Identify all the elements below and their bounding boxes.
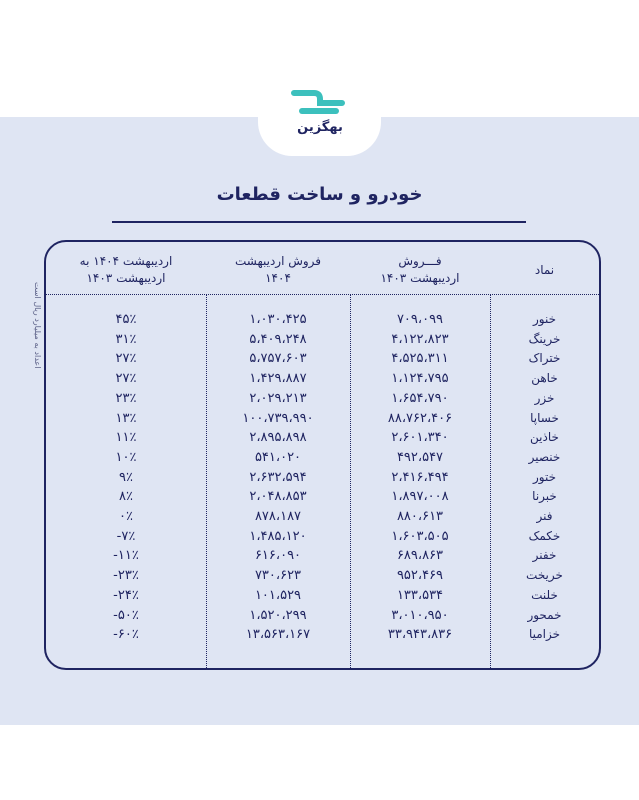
cell-symbol: خاهن [531,371,558,386]
cell-symbol: خبرنا [532,489,557,504]
cell-sales-1403: ۲،۶۰۱،۳۴۰ [391,430,449,446]
cell-change: -۲۳٪ [113,568,139,584]
cell-change: ۴۵٪ [115,312,137,327]
cell-symbol: خریخت [526,568,563,583]
table-row [46,409,599,429]
cell-symbol: فنر [536,509,553,523]
table-row [46,369,599,389]
cell-symbol: خلنت [531,587,558,602]
cell-sales-1404: ۱،۴۸۵،۱۲۰ [249,528,307,544]
cell-sales-1404: ۵،۴۰۹،۲۴۸ [249,331,307,347]
cell-sales-1403: ۲،۴۱۶،۴۹۴ [391,469,449,485]
page-title: خودرو و ساخت قطعات [216,184,423,205]
header-sales-1404: فروش اردیبهشت ۱۴۰۴ [234,254,322,285]
cell-sales-1403: ۸۸۰،۶۱۳ [396,509,444,524]
cell-sales-1404: ۵۴۱،۰۲۰ [254,449,302,465]
cell-sales-1404: ۲،۶۳۲،۵۹۴ [249,469,307,485]
cell-change: ۱۳٪ [115,410,137,426]
brand-logo [272,90,368,146]
cell-symbol: ختور [532,469,557,484]
cell-change: -۵۰٪ [113,607,139,623]
table-row [46,330,599,350]
cell-symbol: خرینگ [528,331,561,346]
cell-sales-1404: ۶۱۶،۰۹۰ [254,548,302,564]
cell-sales-1403: ۱،۸۹۷،۰۰۸ [391,489,449,505]
cell-sales-1404: ۱،۵۲۰،۲۹۹ [249,607,307,623]
cell-change: ۸٪ [119,489,133,505]
cell-change: -۷٪ [116,528,136,544]
cell-change: ۹٪ [119,469,133,485]
cell-sales-1403: ۴۹۲،۵۴۷ [396,449,444,465]
table-row [46,625,599,645]
cell-change: ۳۱٪ [115,331,137,347]
cell-change: -۶۰٪ [113,627,139,643]
cell-sales-1403: ۷۰۹،۰۹۹ [396,312,444,327]
cell-sales-1404: ۲،۸۹۵،۸۹۸ [249,430,307,446]
table-row [46,546,599,566]
table-row [46,468,599,488]
cell-symbol: خنصیر [528,449,561,464]
cell-change: ۲۳٪ [115,390,137,406]
table-row [46,487,599,507]
table-row [46,606,599,626]
cell-sales-1403: ۱،۱۲۴،۷۹۵ [391,371,449,387]
table-row [46,527,599,547]
cell-sales-1404: ۲،۰۴۸،۸۵۳ [249,489,307,505]
cell-sales-1403: ۳،۰۱۰،۹۵۰ [391,607,449,623]
cell-sales-1403: ۱،۶۰۳،۵۰۵ [391,528,449,544]
cell-sales-1404: ۱۰۱،۵۲۹ [254,587,302,603]
cell-sales-1403: ۴،۱۲۲،۸۲۳ [391,331,449,347]
cell-sales-1404: ۷۳۰،۶۲۳ [254,568,302,584]
cell-sales-1403: ۶۸۹،۸۶۳ [396,548,444,564]
cell-sales-1404: ۲،۰۲۹،۲۱۳ [249,390,307,406]
cell-sales-1403: ۱،۶۵۴،۷۹۰ [391,390,449,406]
cell-sales-1404: ۱،۴۲۹،۸۸۷ [249,371,307,387]
header-divider [46,294,599,295]
cell-sales-1403: ۳۳،۹۴۳،۸۳۶ [387,627,453,643]
title-underline [112,221,526,223]
cell-sales-1404: ۱۳،۵۶۳،۱۶۷ [245,627,311,643]
cell-symbol: خمحور [527,607,562,622]
cell-change: ۱۰٪ [115,449,137,465]
brand-name: بهگزین [297,120,343,135]
cell-change: ۰٪ [119,509,133,524]
cell-sales-1404: ۱۰۰،۷۳۹،۹۹۰ [242,410,314,426]
units-note: اعداد به میلیارد ریال است [33,281,42,368]
table-row [46,448,599,468]
table-row [46,389,599,409]
cell-symbol: ختراک [528,351,561,366]
cell-change: ۱۱٪ [115,430,137,446]
cell-sales-1404: ۸۷۸،۱۸۷ [254,509,302,524]
table-row [46,428,599,448]
cell-symbol: خکمک [528,528,561,543]
table-row [46,507,599,527]
cell-symbol: خساپا [530,410,559,425]
cell-change: ۲۷٪ [115,371,137,387]
table-row [46,566,599,586]
cell-symbol: خاذین [530,430,559,445]
header-symbol: نماد [534,262,555,277]
cell-change: -۱۱٪ [113,548,139,564]
table-row [46,310,599,330]
cell-sales-1404: ۱،۰۳۰،۴۲۵ [249,312,307,327]
cell-symbol: خفنر [532,548,557,563]
cell-sales-1403: ۴،۵۲۵،۳۱۱ [391,351,449,367]
cell-symbol: خزامیا [528,627,561,642]
cell-sales-1404: ۵،۷۵۷،۶۰۳ [249,351,307,367]
brand-mark-icon [290,90,350,116]
cell-symbol: خزر [534,390,555,405]
table-row [46,349,599,369]
header-sales-1403: فـــروش اردیبهشت ۱۴۰۳ [380,254,460,285]
cell-change: -۲۴٪ [113,587,139,603]
cell-symbol: خنور [532,312,557,326]
cell-sales-1403: ۸۸،۷۶۲،۴۰۶ [387,410,453,426]
sales-table [44,240,601,670]
cell-sales-1403: ۹۵۲،۴۶۹ [396,568,444,584]
header-change: اردیبهشت ۱۴۰۴ به اردیبهشت ۱۴۰۳ [79,254,173,285]
cell-change: ۲۷٪ [115,351,137,367]
table-row [46,586,599,606]
cell-sales-1403: ۱۳۳،۵۳۴ [396,587,444,603]
